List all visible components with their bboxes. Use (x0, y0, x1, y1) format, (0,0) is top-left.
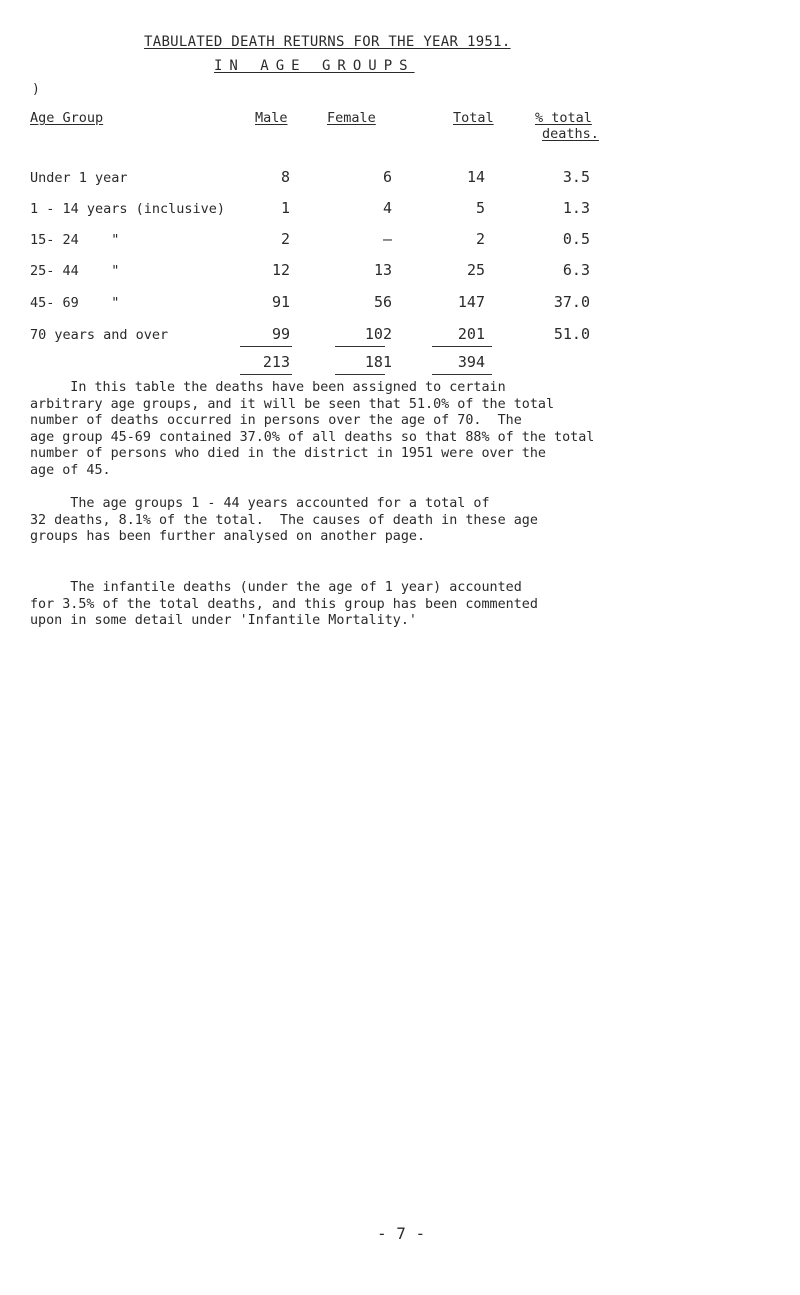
row-female: 13 (373, 261, 392, 279)
row-pct: 6.3 (562, 261, 590, 279)
page-number: - 7 - (377, 1224, 426, 1243)
totals-rule-total (432, 346, 492, 347)
totals-underline-male (240, 374, 292, 375)
row-female: 4 (382, 199, 392, 217)
totals-underline-female (335, 374, 385, 375)
row-pct: 37.0 (553, 293, 590, 311)
row-female: 56 (373, 293, 392, 311)
totals-male: 213 (262, 353, 290, 371)
row-male: 1 (280, 199, 290, 217)
row-male: 12 (271, 261, 290, 279)
row-age: 15- 24 " (30, 232, 120, 248)
header-total: Total (453, 110, 494, 126)
row-female: 6 (382, 168, 392, 186)
paragraph-infantile: The infantile deaths (under the age of 1 year) accounted for 3.5% of the total deaths, and this group has been commented upon in some detail under 'Infantile Mortality.' (30, 580, 538, 629)
row-male: 99 (271, 325, 290, 343)
header-age-group: Age Group (30, 110, 104, 126)
margin-mark: ) (32, 82, 40, 97)
row-total: 147 (457, 293, 485, 311)
row-age: 25- 44 " (30, 263, 120, 279)
totals-rule-male (240, 346, 292, 347)
paragraph-age-distribution: In this table the deaths have been assigned to certain arbitrary age groups, and it will be seen that 51.0% of the total number of deaths occurred in persons over the age of 70. The age group 45-69 contained 37.0% of all deaths so that 88% of the total number of persons who died in the district in 1951 were over the age of 45. (30, 380, 595, 478)
row-female: 102 (364, 325, 392, 343)
totals-total: 394 (457, 353, 485, 371)
row-male: 8 (280, 168, 290, 186)
row-age: 70 years and over (30, 327, 169, 343)
document-subtitle: IN AGE GROUPS (214, 58, 415, 74)
row-pct: 1.3 (562, 199, 590, 217)
row-male: 91 (271, 293, 290, 311)
totals-underline-total (432, 374, 492, 375)
paragraph-age-1-44: The age groups 1 - 44 years accounted for a total of 32 deaths, 8.1% of the total. The causes of death in these age groups has been further analysed on another page. (30, 496, 538, 545)
header-pct-total: % total (535, 110, 592, 126)
header-deaths: deaths. (542, 126, 599, 142)
header-female: Female (327, 110, 376, 126)
row-female: – (382, 230, 392, 248)
row-pct: 3.5 (562, 168, 590, 186)
document-title: TABULATED DEATH RETURNS FOR THE YEAR 1951. (144, 34, 511, 50)
row-male: 2 (280, 230, 290, 248)
row-pct: 51.0 (553, 325, 590, 343)
row-total: 2 (475, 230, 485, 248)
totals-rule-female (335, 346, 385, 347)
row-age: 45- 69 " (30, 295, 120, 311)
row-total: 201 (457, 325, 485, 343)
totals-female: 181 (364, 353, 392, 371)
row-age: 1 - 14 years (inclusive) (30, 201, 226, 217)
row-pct: 0.5 (562, 230, 590, 248)
row-age: Under 1 year (30, 170, 128, 186)
header-male: Male (255, 110, 288, 126)
row-total: 5 (475, 199, 485, 217)
row-total: 25 (466, 261, 485, 279)
row-total: 14 (466, 168, 485, 186)
